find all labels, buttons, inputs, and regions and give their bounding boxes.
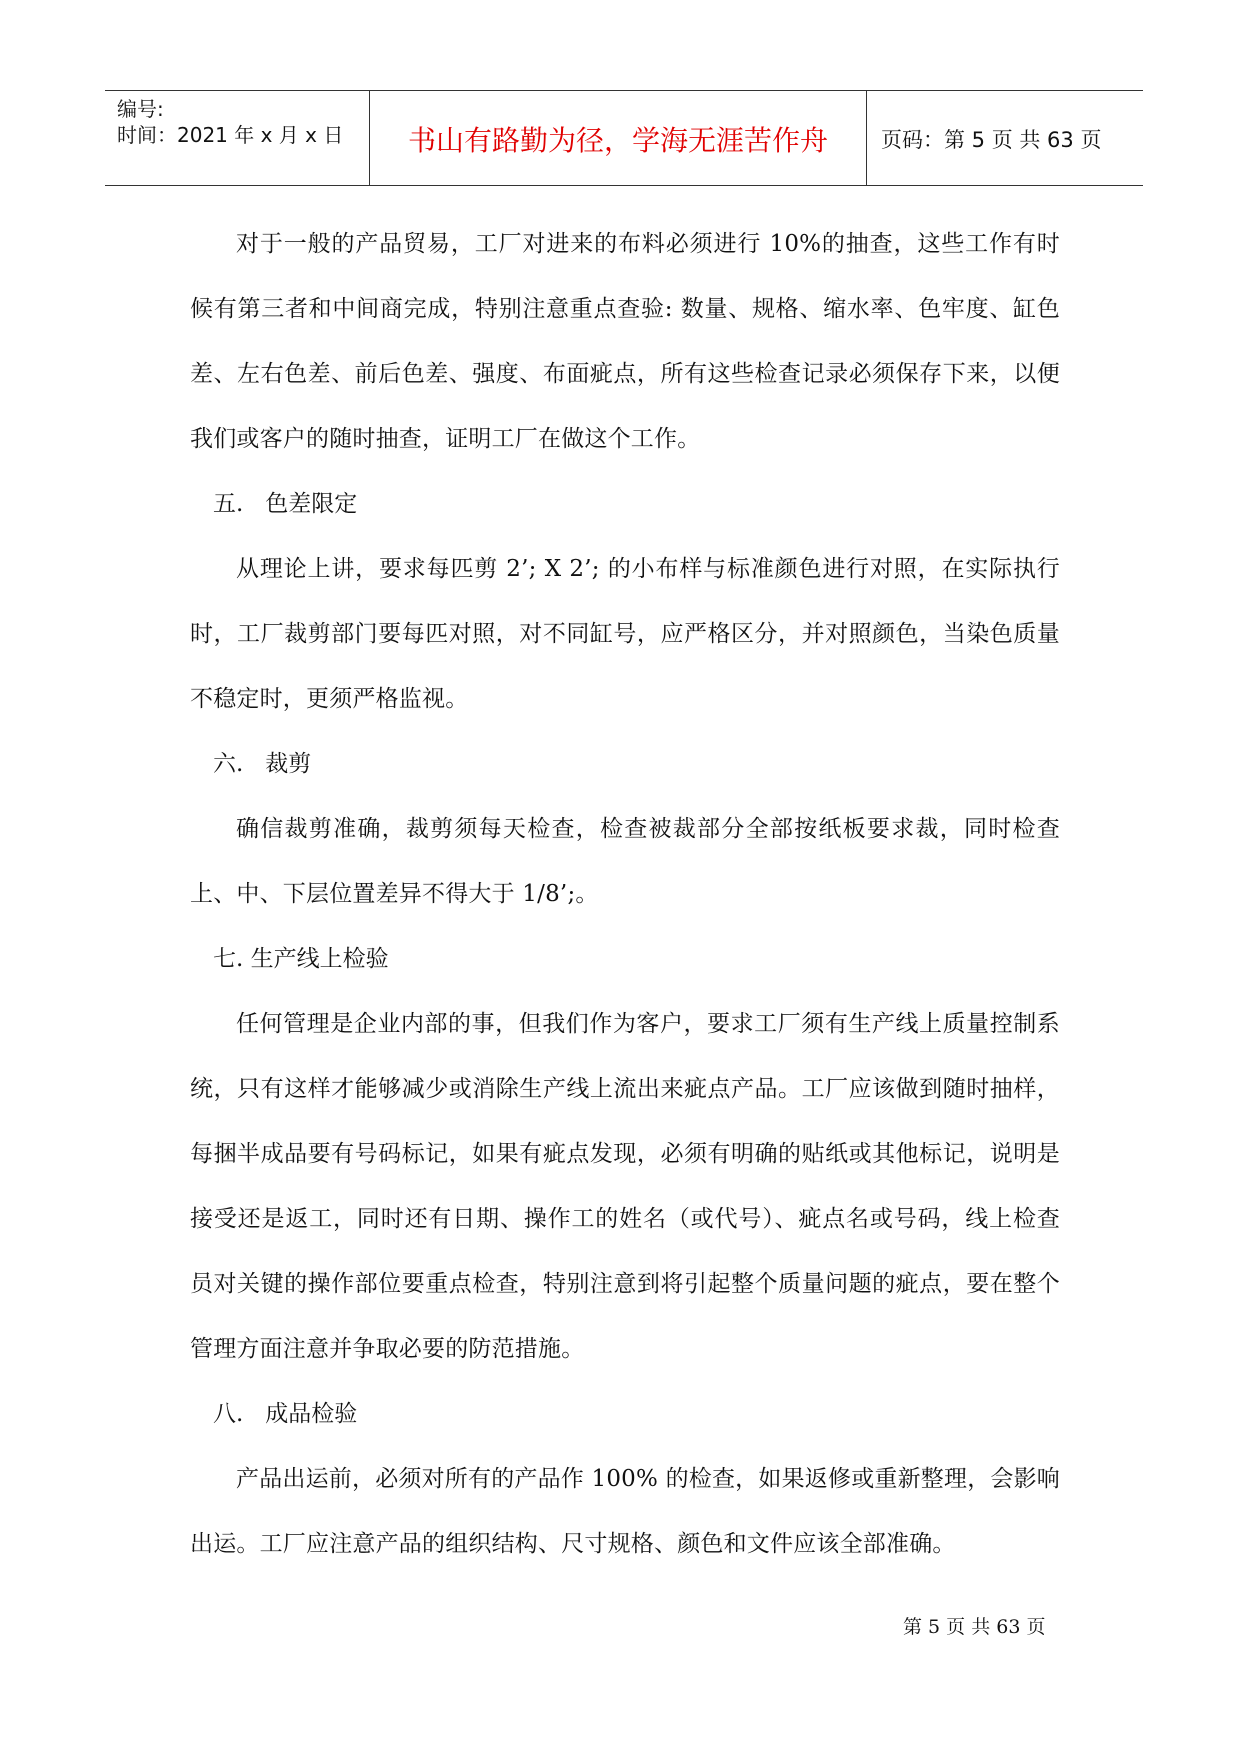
document-number-label: 编号: [117, 97, 164, 121]
section-heading-final-inspection: 八. 成品检验 [213, 1401, 358, 1427]
document-time-label: 时间：2021 年 x 月 x 日 [117, 123, 344, 147]
page-header [105, 90, 1143, 186]
page-footer: 第 5 页 共 63 页 [903, 1616, 1046, 1638]
header-page-cell [867, 91, 1143, 185]
paragraph-cutting: 确信裁剪准确，裁剪须每天检查，检查被裁部分全部按纸板要求裁，同时检查上、中、下层位置差异不得大于 1/8’;。 [190, 816, 1060, 907]
header-motto: 书山有路勤为径，学海无涯苦作舟 [407, 124, 828, 157]
document-body [190, 212, 1060, 1577]
paragraph-line-inspection: 任何管理是企业内部的事，但我们作为客户，要求工厂须有生产线上质量控制系统，只有这样才能够减少或消除生产线上流出来疵点产品。工厂应该做到随时抽样，每捆半成品要有号码标记，如果有疵点发现，必须有明确的贴纸或其他标记，说明是接受还是返工，同时还有日期、操作工的姓名（或代号）、疵点名或号码，线上检查员对关键的操作部位要重点检查，特别注意到将引起整个质量问题的疵点，要在整个管理方面注意并争取必要的防范措施。 [190, 1011, 1060, 1362]
section-heading-cutting: 六. 裁剪 [213, 751, 312, 777]
header-page-info: 页码：第 5 页 共 63 页 [881, 128, 1102, 152]
header-motto-cell [370, 91, 867, 185]
header-left-cell [105, 91, 370, 185]
section-heading-color-difference: 五. 色差限定 [213, 491, 358, 517]
paragraph-color-difference: 从理论上讲，要求每匹剪 2’; X 2’; 的小布样与标准颜色进行对照，在实际执行时，工厂裁剪部门要每匹对照，对不同缸号，应严格区分，并对照颜色，当染色质量不稳定时，更须严格监视。 [190, 556, 1060, 712]
paragraph-fabric-inspection: 对于一般的产品贸易，工厂对进来的布料必须进行 10%的抽查，这些工作有时候有第三者和中间商完成，特别注意重点查验: 数量、规格、缩水率、色牢度、缸色差、左右色差、前后色差、强度、布面疵点，所有这些检查记录必须保存下来，以便我们或客户的随时抽查，证明工厂在做这个工作。 [190, 231, 1060, 452]
paragraph-final-inspection: 产品出运前，必须对所有的产品作 100% 的检查，如果返修或重新整理，会影响出运。工厂应注意产品的组织结构、尺寸规格、颜色和文件应该全部准确。 [190, 1466, 1060, 1557]
section-heading-line-inspection: 七. 生产线上检验 [213, 946, 389, 972]
